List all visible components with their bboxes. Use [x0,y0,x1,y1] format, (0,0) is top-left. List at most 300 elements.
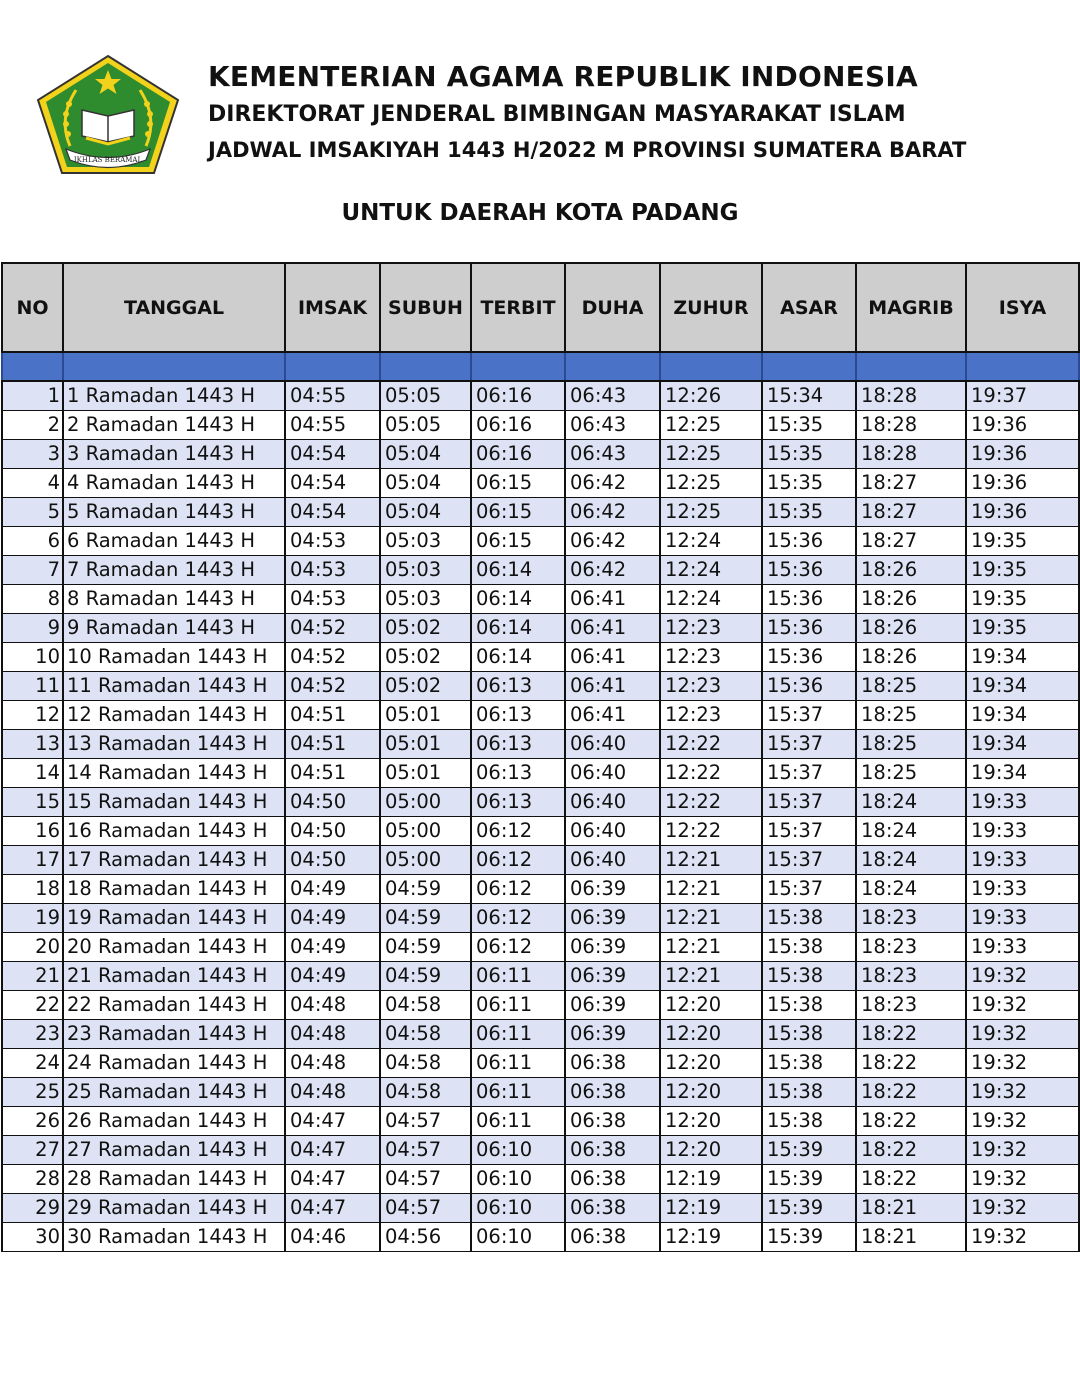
cell-terbit: 06:11 [471,1078,565,1107]
cell-magrib: 18:27 [856,469,966,498]
cell-zuhur: 12:22 [660,759,762,788]
cell-duha: 06:38 [565,1107,660,1136]
cell-subuh: 05:03 [380,527,471,556]
column-header-tanggal: TANGGAL [63,263,285,352]
cell-isya: 19:37 [966,381,1079,411]
table-row [2,1020,1079,1049]
table-row [2,875,1079,904]
table-row [2,1107,1079,1136]
cell-tanggal: 30 Ramadan 1443 H [63,1223,285,1252]
cell-imsak: 04:55 [285,411,380,440]
cell-zuhur: 12:23 [660,672,762,701]
cell-subuh: 04:56 [380,1223,471,1252]
cell-no: 20 [2,933,63,962]
cell-asar: 15:37 [762,875,856,904]
cell-asar: 15:36 [762,556,856,585]
cell-imsak: 04:49 [285,904,380,933]
cell-no: 4 [2,469,63,498]
cell-subuh: 05:02 [380,672,471,701]
cell-asar: 15:39 [762,1194,856,1223]
cell-subuh: 05:04 [380,469,471,498]
cell-no: 23 [2,1020,63,1049]
cell-isya: 19:36 [966,411,1079,440]
cell-tanggal: 5 Ramadan 1443 H [63,498,285,527]
cell-zuhur: 12:23 [660,701,762,730]
cell-duha: 06:38 [565,1136,660,1165]
band-cell [565,352,660,381]
column-header-zuhur: ZUHUR [660,263,762,352]
cell-duha: 06:43 [565,381,660,411]
cell-asar: 15:37 [762,788,856,817]
cell-tanggal: 23 Ramadan 1443 H [63,1020,285,1049]
cell-duha: 06:41 [565,672,660,701]
table-row [2,991,1079,1020]
cell-imsak: 04:47 [285,1165,380,1194]
table-row [2,381,1079,411]
ministry-logo [36,54,180,176]
table-row [2,643,1079,672]
cell-magrib: 18:28 [856,440,966,469]
cell-zuhur: 12:24 [660,585,762,614]
cell-imsak: 04:49 [285,875,380,904]
cell-duha: 06:39 [565,875,660,904]
cell-no: 10 [2,643,63,672]
cell-duha: 06:39 [565,1020,660,1049]
cell-isya: 19:32 [966,1020,1079,1049]
cell-zuhur: 12:22 [660,817,762,846]
cell-imsak: 04:52 [285,672,380,701]
ministry-title: KEMENTERIAN AGAMA REPUBLIK INDONESIA [208,60,918,93]
cell-tanggal: 18 Ramadan 1443 H [63,875,285,904]
cell-asar: 15:39 [762,1136,856,1165]
cell-asar: 15:38 [762,962,856,991]
cell-tanggal: 14 Ramadan 1443 H [63,759,285,788]
band-cell [762,352,856,381]
cell-isya: 19:35 [966,527,1079,556]
cell-magrib: 18:25 [856,701,966,730]
cell-tanggal: 12 Ramadan 1443 H [63,701,285,730]
cell-terbit: 06:14 [471,643,565,672]
blue-band-row [2,352,1079,381]
cell-tanggal: 1 Ramadan 1443 H [63,381,285,411]
band-cell [966,352,1079,381]
cell-imsak: 04:53 [285,556,380,585]
cell-imsak: 04:52 [285,643,380,672]
cell-zuhur: 12:21 [660,933,762,962]
cell-subuh: 05:04 [380,440,471,469]
cell-isya: 19:34 [966,672,1079,701]
cell-magrib: 18:27 [856,498,966,527]
table-row [2,788,1079,817]
cell-subuh: 04:58 [380,991,471,1020]
cell-terbit: 06:10 [471,1165,565,1194]
cell-imsak: 04:48 [285,1020,380,1049]
cell-imsak: 04:47 [285,1136,380,1165]
cell-duha: 06:38 [565,1223,660,1252]
cell-tanggal: 17 Ramadan 1443 H [63,846,285,875]
cell-asar: 15:37 [762,846,856,875]
table-row [2,469,1079,498]
cell-magrib: 18:25 [856,730,966,759]
cell-magrib: 18:28 [856,381,966,411]
cell-no: 9 [2,614,63,643]
cell-terbit: 06:15 [471,498,565,527]
cell-tanggal: 8 Ramadan 1443 H [63,585,285,614]
cell-subuh: 04:59 [380,962,471,991]
cell-magrib: 18:25 [856,672,966,701]
cell-no: 14 [2,759,63,788]
cell-asar: 15:37 [762,759,856,788]
cell-terbit: 06:13 [471,701,565,730]
cell-subuh: 05:01 [380,759,471,788]
cell-terbit: 06:11 [471,962,565,991]
cell-terbit: 06:16 [471,440,565,469]
table-row [2,1165,1079,1194]
cell-duha: 06:40 [565,788,660,817]
cell-imsak: 04:47 [285,1194,380,1223]
table-row [2,585,1079,614]
cell-duha: 06:41 [565,701,660,730]
cell-magrib: 18:26 [856,585,966,614]
cell-duha: 06:42 [565,498,660,527]
table-row [2,759,1079,788]
cell-no: 15 [2,788,63,817]
cell-asar: 15:37 [762,701,856,730]
column-header-isya: ISYA [966,263,1079,352]
header-row [2,263,1079,352]
cell-imsak: 04:52 [285,614,380,643]
cell-subuh: 04:58 [380,1078,471,1107]
cell-tanggal: 6 Ramadan 1443 H [63,527,285,556]
cell-zuhur: 12:20 [660,1078,762,1107]
cell-terbit: 06:15 [471,527,565,556]
cell-magrib: 18:23 [856,991,966,1020]
cell-asar: 15:36 [762,614,856,643]
cell-magrib: 18:23 [856,962,966,991]
cell-terbit: 06:13 [471,788,565,817]
cell-duha: 06:39 [565,962,660,991]
cell-subuh: 05:01 [380,730,471,759]
cell-isya: 19:35 [966,556,1079,585]
cell-isya: 19:32 [966,1078,1079,1107]
cell-subuh: 04:59 [380,904,471,933]
cell-zuhur: 12:24 [660,527,762,556]
cell-tanggal: 21 Ramadan 1443 H [63,962,285,991]
cell-no: 8 [2,585,63,614]
cell-terbit: 06:13 [471,672,565,701]
cell-zuhur: 12:20 [660,1107,762,1136]
table-row [2,701,1079,730]
table-row [2,1194,1079,1223]
schedule-title: JADWAL IMSAKIYAH 1443 H/2022 M PROVINSI SUMATERA BARAT [208,138,967,162]
cell-asar: 15:37 [762,730,856,759]
cell-subuh: 05:05 [380,381,471,411]
cell-terbit: 06:14 [471,614,565,643]
cell-no: 1 [2,381,63,411]
cell-no: 25 [2,1078,63,1107]
cell-imsak: 04:51 [285,701,380,730]
column-header-subuh: SUBUH [380,263,471,352]
cell-imsak: 04:51 [285,759,380,788]
cell-terbit: 06:11 [471,1049,565,1078]
cell-tanggal: 27 Ramadan 1443 H [63,1136,285,1165]
cell-isya: 19:33 [966,817,1079,846]
cell-subuh: 04:59 [380,933,471,962]
cell-subuh: 05:03 [380,585,471,614]
cell-imsak: 04:48 [285,1078,380,1107]
cell-zuhur: 12:20 [660,1020,762,1049]
cell-no: 17 [2,846,63,875]
cell-asar: 15:36 [762,527,856,556]
cell-duha: 06:38 [565,1194,660,1223]
cell-tanggal: 24 Ramadan 1443 H [63,1049,285,1078]
cell-zuhur: 12:24 [660,556,762,585]
cell-zuhur: 12:20 [660,991,762,1020]
cell-tanggal: 7 Ramadan 1443 H [63,556,285,585]
cell-no: 13 [2,730,63,759]
cell-no: 12 [2,701,63,730]
cell-imsak: 04:48 [285,1049,380,1078]
cell-asar: 15:38 [762,933,856,962]
cell-zuhur: 12:25 [660,498,762,527]
cell-imsak: 04:47 [285,1107,380,1136]
cell-isya: 19:32 [966,1136,1079,1165]
svg-text:IKHLAS BERAMAL: IKHLAS BERAMAL [73,156,143,164]
directorate-title: DIREKTORAT JENDERAL BIMBINGAN MASYARAKAT ISLAM [208,102,906,127]
table-row [2,1136,1079,1165]
cell-zuhur: 12:21 [660,962,762,991]
cell-isya: 19:34 [966,643,1079,672]
cell-imsak: 04:51 [285,730,380,759]
cell-isya: 19:32 [966,991,1079,1020]
cell-subuh: 04:57 [380,1136,471,1165]
cell-tanggal: 11 Ramadan 1443 H [63,672,285,701]
cell-no: 28 [2,1165,63,1194]
band-cell [856,352,966,381]
cell-imsak: 04:50 [285,817,380,846]
cell-no: 3 [2,440,63,469]
cell-zuhur: 12:23 [660,614,762,643]
cell-magrib: 18:23 [856,933,966,962]
cell-duha: 06:41 [565,585,660,614]
cell-terbit: 06:15 [471,469,565,498]
cell-imsak: 04:54 [285,440,380,469]
cell-isya: 19:33 [966,788,1079,817]
cell-no: 21 [2,962,63,991]
cell-duha: 06:38 [565,1165,660,1194]
cell-zuhur: 12:25 [660,469,762,498]
column-header-no: NO [2,263,63,352]
cell-isya: 19:36 [966,440,1079,469]
cell-magrib: 18:24 [856,875,966,904]
cell-terbit: 06:11 [471,1107,565,1136]
cell-duha: 06:43 [565,411,660,440]
cell-zuhur: 12:19 [660,1194,762,1223]
band-cell [2,352,63,381]
cell-no: 19 [2,904,63,933]
cell-imsak: 04:49 [285,933,380,962]
cell-zuhur: 12:19 [660,1165,762,1194]
cell-imsak: 04:54 [285,498,380,527]
cell-asar: 15:35 [762,440,856,469]
column-header-asar: ASAR [762,263,856,352]
cell-tanggal: 25 Ramadan 1443 H [63,1078,285,1107]
cell-terbit: 06:14 [471,556,565,585]
table-row [2,498,1079,527]
cell-magrib: 18:21 [856,1223,966,1252]
column-header-terbit: TERBIT [471,263,565,352]
cell-isya: 19:32 [966,1223,1079,1252]
cell-tanggal: 16 Ramadan 1443 H [63,817,285,846]
cell-magrib: 18:24 [856,788,966,817]
cell-zuhur: 12:22 [660,730,762,759]
table-row [2,904,1079,933]
cell-duha: 06:42 [565,556,660,585]
cell-subuh: 04:58 [380,1049,471,1078]
cell-no: 24 [2,1049,63,1078]
cell-terbit: 06:12 [471,817,565,846]
cell-subuh: 05:03 [380,556,471,585]
cell-terbit: 06:14 [471,585,565,614]
cell-subuh: 05:02 [380,614,471,643]
cell-tanggal: 3 Ramadan 1443 H [63,440,285,469]
cell-magrib: 18:24 [856,846,966,875]
cell-asar: 15:38 [762,1049,856,1078]
cell-zuhur: 12:21 [660,904,762,933]
cell-isya: 19:34 [966,730,1079,759]
cell-magrib: 18:22 [856,1136,966,1165]
cell-duha: 06:42 [565,469,660,498]
cell-no: 27 [2,1136,63,1165]
cell-asar: 15:35 [762,411,856,440]
cell-zuhur: 12:22 [660,788,762,817]
cell-magrib: 18:22 [856,1165,966,1194]
table-row [2,1078,1079,1107]
cell-tanggal: 4 Ramadan 1443 H [63,469,285,498]
cell-asar: 15:38 [762,1107,856,1136]
cell-isya: 19:32 [966,1107,1079,1136]
cell-isya: 19:32 [966,1049,1079,1078]
cell-tanggal: 9 Ramadan 1443 H [63,614,285,643]
cell-subuh: 05:01 [380,701,471,730]
cell-duha: 06:40 [565,817,660,846]
cell-duha: 06:40 [565,759,660,788]
cell-no: 26 [2,1107,63,1136]
cell-asar: 15:35 [762,498,856,527]
cell-zuhur: 12:19 [660,1223,762,1252]
cell-zuhur: 12:21 [660,875,762,904]
column-header-duha: DUHA [565,263,660,352]
cell-no: 22 [2,991,63,1020]
cell-duha: 06:41 [565,643,660,672]
table-row [2,1223,1079,1252]
cell-terbit: 06:12 [471,933,565,962]
cell-asar: 15:39 [762,1223,856,1252]
table-row [2,556,1079,585]
cell-subuh: 05:00 [380,846,471,875]
cell-asar: 15:35 [762,469,856,498]
table-row [2,440,1079,469]
cell-asar: 15:38 [762,1020,856,1049]
cell-magrib: 18:22 [856,1049,966,1078]
cell-asar: 15:37 [762,817,856,846]
cell-duha: 06:43 [565,440,660,469]
cell-imsak: 04:50 [285,846,380,875]
cell-terbit: 06:10 [471,1194,565,1223]
cell-tanggal: 10 Ramadan 1443 H [63,643,285,672]
cell-isya: 19:32 [966,1194,1079,1223]
imsakiyah-table [1,262,1080,1252]
cell-terbit: 06:16 [471,411,565,440]
cell-terbit: 06:11 [471,1020,565,1049]
cell-isya: 19:33 [966,933,1079,962]
cell-asar: 15:36 [762,643,856,672]
cell-terbit: 06:13 [471,759,565,788]
cell-tanggal: 28 Ramadan 1443 H [63,1165,285,1194]
cell-magrib: 18:21 [856,1194,966,1223]
cell-isya: 19:33 [966,846,1079,875]
cell-no: 18 [2,875,63,904]
column-header-imsak: IMSAK [285,263,380,352]
cell-zuhur: 12:20 [660,1136,762,1165]
cell-isya: 19:32 [966,962,1079,991]
cell-isya: 19:33 [966,875,1079,904]
cell-imsak: 04:46 [285,1223,380,1252]
table-row [2,730,1079,759]
cell-isya: 19:32 [966,1165,1079,1194]
cell-terbit: 06:10 [471,1223,565,1252]
cell-no: 2 [2,411,63,440]
cell-duha: 06:39 [565,904,660,933]
band-cell [660,352,762,381]
band-cell [63,352,285,381]
cell-magrib: 18:24 [856,817,966,846]
cell-magrib: 18:27 [856,527,966,556]
cell-tanggal: 20 Ramadan 1443 H [63,933,285,962]
cell-subuh: 04:57 [380,1165,471,1194]
cell-subuh: 05:04 [380,498,471,527]
cell-isya: 19:36 [966,469,1079,498]
cell-tanggal: 19 Ramadan 1443 H [63,904,285,933]
cell-duha: 06:40 [565,730,660,759]
cell-isya: 19:35 [966,614,1079,643]
cell-duha: 06:38 [565,1049,660,1078]
cell-tanggal: 22 Ramadan 1443 H [63,991,285,1020]
cell-no: 30 [2,1223,63,1252]
cell-no: 5 [2,498,63,527]
cell-subuh: 04:59 [380,875,471,904]
cell-magrib: 18:26 [856,556,966,585]
cell-terbit: 06:10 [471,1136,565,1165]
cell-isya: 19:35 [966,585,1079,614]
cell-asar: 15:36 [762,672,856,701]
cell-imsak: 04:49 [285,962,380,991]
cell-isya: 19:34 [966,701,1079,730]
cell-subuh: 04:57 [380,1194,471,1223]
cell-terbit: 06:11 [471,991,565,1020]
cell-imsak: 04:53 [285,585,380,614]
cell-duha: 06:39 [565,991,660,1020]
cell-asar: 15:38 [762,991,856,1020]
table-row [2,411,1079,440]
cell-magrib: 18:22 [856,1078,966,1107]
table-row [2,672,1079,701]
cell-subuh: 05:00 [380,788,471,817]
cell-no: 7 [2,556,63,585]
cell-asar: 15:34 [762,381,856,411]
table-row [2,1049,1079,1078]
cell-imsak: 04:55 [285,381,380,411]
